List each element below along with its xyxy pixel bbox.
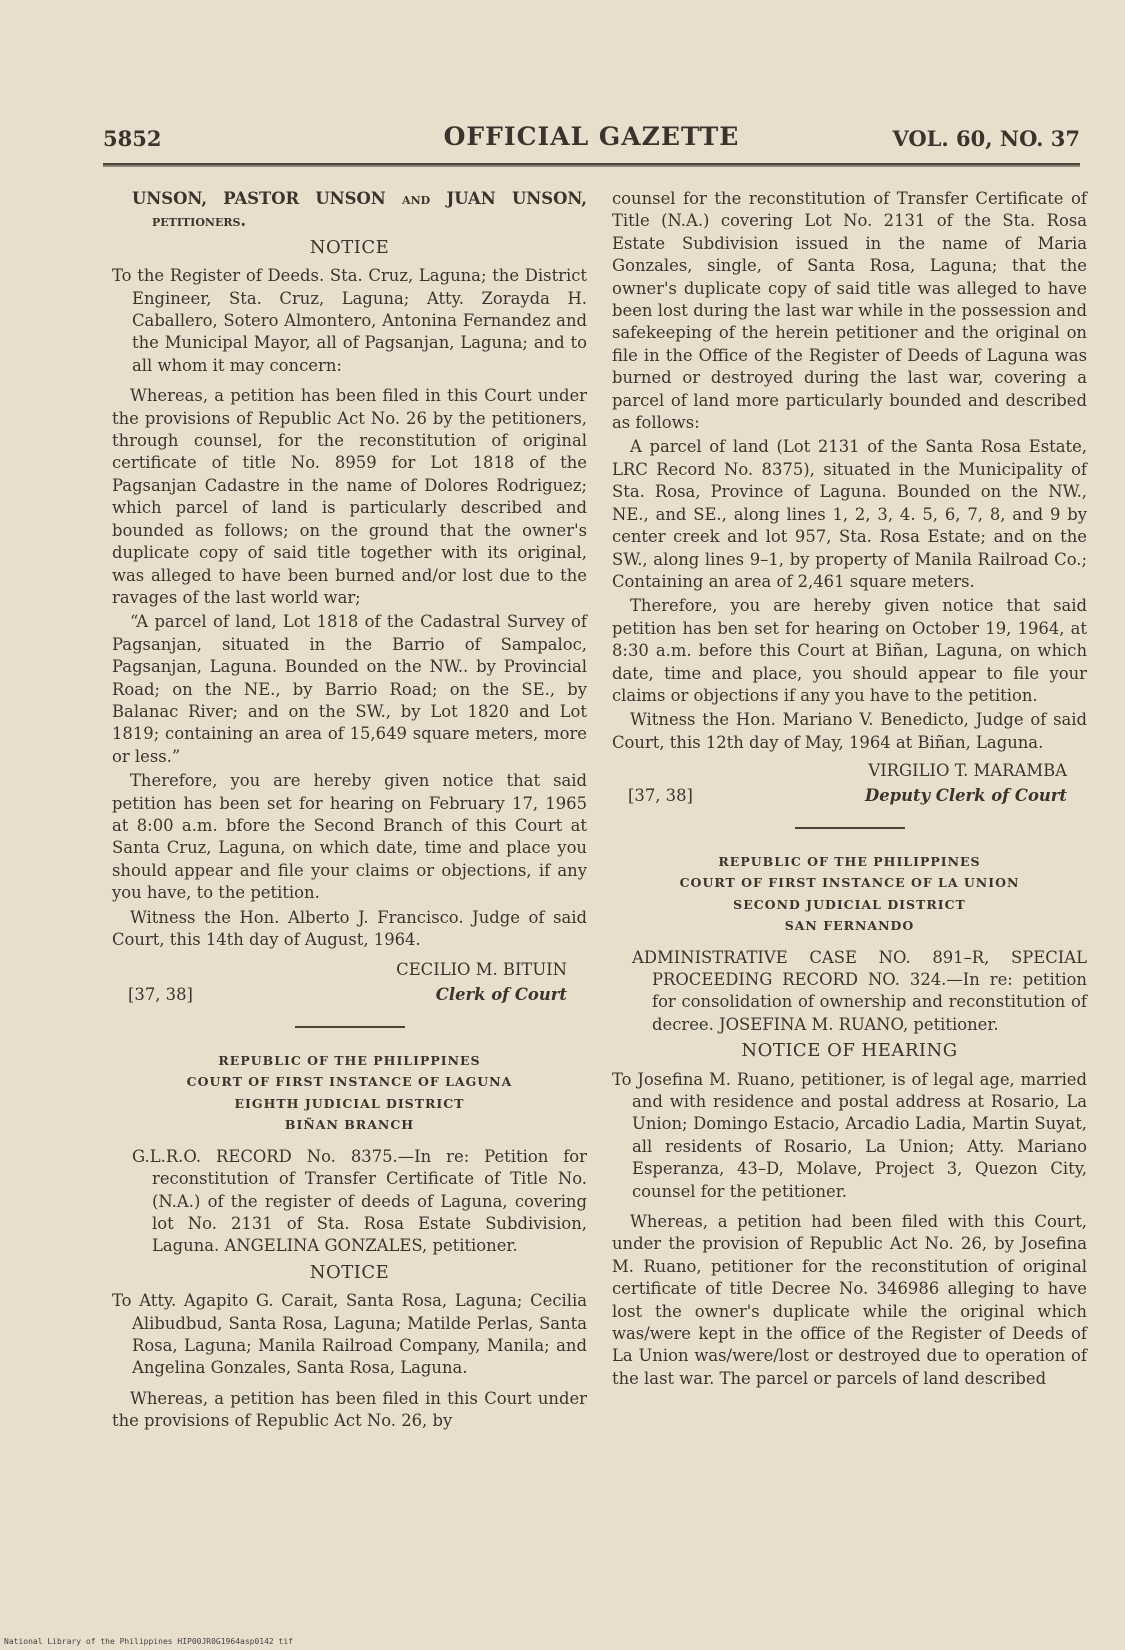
case-continuation: UNSON, PASTOR UNSON and JUAN UNSON, petitioners.: [132, 189, 587, 231]
signatory-title: Deputy Clerk of Court: [864, 785, 1067, 805]
notice-heading: NOTICE: [309, 236, 390, 258]
court-caption: [112, 1050, 587, 1136]
case-title: ADMINISTRATIVE CASE NO. 891–R, SPECIAL PROCEEDING RECORD NO. 324.—In re: petition for consolidation of ownership and reconstitution of decree. JOSEFINA M. RUANO, petitioner.: [632, 947, 1087, 1034]
header-rule: [103, 163, 1080, 165]
notice-paragraph: Witness the Hon. Alberto J. Francisco. Judge of said Court, this 14th day of August, 1964.: [112, 907, 587, 949]
court-line: REPUBLIC OF THE PHILIPPINES: [218, 1052, 481, 1068]
court-caption: [612, 851, 1087, 937]
signature-block: [112, 984, 587, 1008]
signature-block: [612, 785, 1087, 809]
notice-paragraph: “A parcel of land, Lot 1818 of the Cadastral Survey of Pagsanjan, situated in the Barrio of Sampaloc, Pagsanjan, Laguna. Bounded on the NW.. by Provincial Road; on the NE., by Barrio Road; on the SE., by Balanac River; and on the SW., by Lot 1820 and Lot 1819; containing an area of 15,649 square meters, more or less.”: [112, 612, 587, 766]
section-separator: [795, 827, 905, 829]
court-line: SAN FERNANDO: [784, 918, 915, 934]
volume-number: VOL. 60, NO. 37: [892, 126, 1080, 151]
notice-addressees: To Josefina M. Ruano, petitioner, is of legal age, married and with residence and postal address at Rosario, La Union; Domingo Estacio, Arcadio Ladia, Martin Suyat, all residents of Rosario, La Union; Atty. Mariano Esperanza, 43–D, Molave, Project 3, Quezon City, counsel for the petitioner.: [612, 1069, 1087, 1201]
notice-addressees: To Atty. Agapito G. Carait, Santa Rosa, Laguna; Cecilia Alibudbud, Santa Rosa, Laguna; Matilde Perlas, Santa Rosa, Laguna; Manila Railroad Company, Manila; and Angelina Gonzales, Santa Rosa, Laguna.: [112, 1291, 587, 1378]
scan-footer: National Library of the Philippines HIP00JR0G1964asp0142 tif: [4, 1637, 293, 1646]
court-line: BIÑAN BRANCH: [284, 1117, 415, 1133]
court-line: COURT OF FIRST INSTANCE OF LAGUNA: [186, 1074, 513, 1090]
page-header: [103, 120, 1080, 160]
signatory-name: VIRGILIO T. MARAMBA: [868, 761, 1067, 781]
right-column: [612, 188, 1087, 1392]
court-line: EIGHTH JUDICIAL DISTRICT: [234, 1095, 465, 1111]
signatory-title: Clerk of Court: [435, 984, 567, 1004]
section-separator: [295, 1026, 405, 1028]
notice-paragraph: Whereas, a petition has been filed in this Court under the provisions of Republic Act No. 26, by: [112, 1388, 587, 1431]
notice-paragraph: Therefore, you are hereby given notice that said petition has ben set for hearing on October 19, 1964, at 8:30 a.m. before this Court at Biñan, Laguna, on which date, time and place, you should appear to file your claims or objections if any you have to the petition.: [612, 596, 1087, 705]
notice-paragraph: Witness the Hon. Mariano V. Benedicto, Judge of said Court, this 12th day of May, 1964 at Biñan, Laguna.: [612, 710, 1087, 752]
notice-paragraph: counsel for the reconstitution of Transfer Certificate of Title (N.A.) covering Lot No. 2131 of the Sta. Rosa Estate Subdivision issued in the name of Maria Gonzales, single, of Santa Rosa, Laguna; that the owner's duplicate copy of said title was alleged to have been lost during the last war while in the possession and safekeeping of the herein petitioner and the original on file in the Office of the Register of Deeds of Laguna was burned or destroyed during the last war, covering a parcel of land more particularly bounded and described as follows:: [612, 189, 1087, 433]
publication-title: OFFICIAL GAZETTE: [443, 122, 740, 151]
issue-code: [37, 38]: [628, 785, 693, 805]
issue-code: [37, 38]: [128, 984, 193, 1004]
page-number: 5852: [103, 126, 162, 151]
left-column: [112, 188, 587, 1435]
notice-heading: NOTICE: [309, 1261, 390, 1283]
notice-paragraph: A parcel of land (Lot 2131 of the Santa Rosa Estate, LRC Record No. 8375), situated in the Municipality of Sta. Rosa, Province of Laguna. Bounded on the NW., NE., and SE., along lines 1, 2, 3, 4. 5, 6, 7, 8, and 9 by center creek and lot 957, Sta. Rosa Estate; and on the SW., along lines 9–1, by property of Manila Railroad Co.; Containing an area of 2,461 square meters.: [612, 437, 1087, 591]
notice-paragraph: Whereas, a petition has been filed in this Court under the provisions of Republic Act No. 26 by the petitioners, through counsel, for the reconstitution of original certificate of title No. 8959 for Lot 1818 of the Pagsanjan Cadastre in the name of Dolores Rodriguez; which parcel of land is particularly described and bounded as follows; on the ground that the owner's duplicate copy of said title together with its original, was alleged to have been burned and/or lost due to the ravages of the last world war;: [112, 386, 587, 607]
notice-heading: NOTICE OF HEARING: [741, 1040, 958, 1062]
court-line: SECOND JUDICIAL DISTRICT: [733, 896, 966, 912]
signatory-name: CECILIO M. BITUIN: [396, 960, 567, 980]
case-title: G.L.R.O. RECORD No. 8375.—In re: Petition for reconstitution of Transfer Certificate of Title No. (N.A.) of the register of deeds of Laguna, covering lot No. 2131 of Sta. Rosa Estate Subdivision, Laguna. ANGELINA GONZALES, petitioner.: [132, 1146, 587, 1256]
court-line: REPUBLIC OF THE PHILIPPINES: [718, 853, 981, 869]
notice-addressees: To the Register of Deeds. Sta. Cruz, Laguna; the District Engineer, Sta. Cruz, Laguna; Atty. Zorayda H. Caballero, Sotero Almontero, Antonina Fernandez and the Municipal Mayor, all of Pagsanjan, Laguna; and to all whom it may concern:: [112, 266, 587, 375]
notice-paragraph: Therefore, you are hereby given notice that said petition has been set for hearing on February 17, 1965 at 8:00 a.m. bfore the Second Branch of this Court at Santa Cruz, Laguna, on which date, time and place you should appear and file your claims or objections, if any you have, to the petition.: [112, 771, 587, 903]
notice-paragraph: Whereas, a petition had been filed with this Court, under the provision of Republic Act No. 26, by Josefina M. Ruano, petitioner for the reconstitution of original certificate of title Decree No. 346986 alleging to have lost the owner's duplicate while the original which was/were kept in the office of the Register of Deeds of La Union was/were/lost or destroyed due to operation of the last war. The parcel or parcels of land described: [612, 1212, 1087, 1388]
court-line: COURT OF FIRST INSTANCE OF LA UNION: [679, 875, 1020, 891]
